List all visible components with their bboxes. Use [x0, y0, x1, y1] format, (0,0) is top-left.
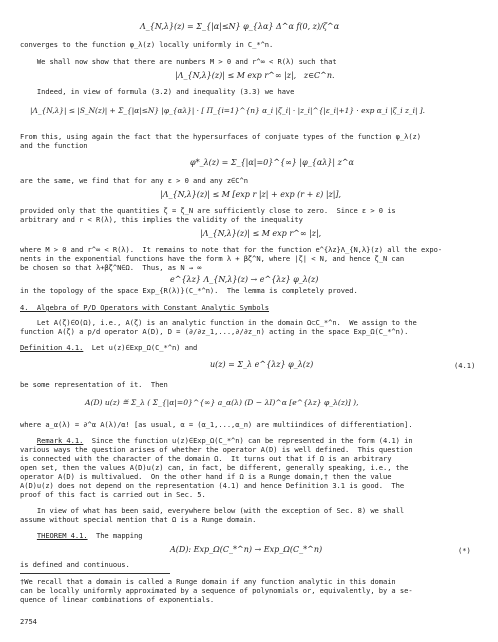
- text-line: is defined and continuous.: [20, 560, 130, 569]
- text-line: Indeed, in view of formula (3.2) and inequality (3.3) we have: [20, 87, 295, 96]
- text-line: be chosen so that λ+β̃ζ^N∈Ω. Thus, as N → ∞: [20, 263, 202, 272]
- equation-representation: u(z) = Σ_λ e^{λz} φ_λ(z): [210, 360, 314, 369]
- footnote-line: †We recall that a domain is called a Runge domain if any function analytic in this domain: [20, 577, 396, 586]
- remark-text: Since the function u(z)∈Exp_Ω(C_*^n) can be represented in the form (4.1) in: [83, 436, 413, 445]
- text-line: various ways the question arises of whether the operator A(D) is well defined. This question: [20, 445, 413, 454]
- equation-operator-definition: A(D) u(z) ≝ Σ_λ ( Σ_{|α|=0}^{∞} a_α(λ) (D − λI)^α [e^{λz} φ_λ(z)] ),: [85, 398, 359, 407]
- text-line: and the function: [20, 141, 88, 150]
- theorem-text: The mapping: [87, 531, 143, 540]
- text-line: in the topology of the space Exp_{R(λ)}(C_*^n). The lemma is completely proved.: [20, 286, 358, 295]
- text-line: open set, then the values A(D)u(z) can, in fact, be different, generally speaking, i.e., the: [20, 463, 409, 472]
- text-line: are the same, we find that for any ε > 0 and any z∈C^n: [20, 176, 248, 185]
- definition-label: Definition 4.1.: [20, 343, 84, 352]
- equation-bound: |Λ_{N,λ}(z)| ≤ M exp r^∞ |z|, z∈C^n.: [175, 71, 335, 80]
- text-line: is connected with the character of the domain Ω. It turns out that if Ω is an arbitrary: [20, 454, 392, 463]
- definition-text: Let u(z)∈Exp_Ω(C_*^n) and: [83, 343, 198, 352]
- equation-estimate: |Λ_{N,λ}| ≤ |S_N(z)| + Σ_{|α|≤N} |φ_{αλ}| · [ Π_{i=1}^{n} α_i |ζ_i| · |z_i|^{|ε_i|+1} · exp α_i |ζ_i z_i| ].: [30, 106, 426, 115]
- section-title: 4. Algebra of P/D Operators with Constant Analytic Symbols: [20, 303, 270, 312]
- text-line: converges to the function φ_λ(z) locally uniformly in C_*^n.: [20, 40, 274, 49]
- equation-bound-final: |Λ_{N,λ}(z)| ≤ M exp r^∞ |z|,: [200, 229, 322, 238]
- remark-line: [20, 436, 413, 445]
- equation-mapping: A(D): Exp_Ω(C_*^n) → Exp_Ω(C_*^n): [170, 545, 323, 554]
- text-line: A(D)u(z) does not depend on the representation (4.1) and hence Definition 3.1 is good. The: [20, 481, 405, 490]
- text-line: function A(ζ) a p/d operator A(D), D = (∂/∂z_1,...,∂/∂z_n) acting in the space Exp_Ω(C_*^n).: [20, 327, 409, 336]
- equation-number: (4.1): [454, 361, 476, 370]
- equation-limit: e^{λz} Λ_{N,λ}(z) → e^{λz} φ_λ(z): [170, 275, 319, 284]
- footnote-line: can be locally uniformly approximated by a sequence of polynomials or, equivalently, by a se-: [20, 586, 413, 595]
- text-line: where M > 0 and r^∞ < R(λ). It remains to note that for the function e^{λz}Λ_{N,λ}(z) all the expo-: [20, 245, 443, 254]
- equation-lambda-n: Λ_{N,λ}(z) = Σ_{|α|≤N} φ_{λα} Δ^α f(0, z)/ζ^α: [140, 22, 340, 31]
- equation-number: (*): [458, 546, 471, 555]
- text-line: proof of this fact is carried out in Sec. 5.: [20, 490, 206, 499]
- footnote-line: quence of linear combinations of exponentials.: [20, 595, 215, 604]
- text-line: operator A(D) is multivalued. On the other hand if Ω is a Runge domain,† then the value: [20, 472, 392, 481]
- text-line: where a_α(λ) = ∂^α A(λ)/α! [as usual, α = (α_1,...,α_n) are multiindices of differentiation].: [20, 420, 413, 429]
- remark-label: Remark 4.1.: [36, 436, 84, 445]
- text-line: arbitrary and r < R(λ), this implies the validity of the inequality: [20, 215, 303, 224]
- equation-bound-eps: |Λ_{N,λ}(z)| ≤ M [exp r |z| + exp (r + ε) |z|],: [160, 190, 342, 199]
- text-line: provided only that the quantities ζ = ζ_N are sufficiently close to zero. Since ε > 0 is: [20, 206, 396, 215]
- text-line: assume without special mention that Ω is a Runge domain.: [20, 515, 257, 524]
- page-number: 2754: [20, 617, 37, 626]
- text-line: Let A(ζ)∈O(Ω), i.e., A(ζ) is an analytic function in the domain Ω⊂C_*^n. We assign to the: [20, 318, 417, 327]
- equation-phi-star: φ*_λ(z) = Σ_{|α|=0}^{∞} |φ_{αλ}| z^α: [190, 158, 354, 167]
- definition-line: [20, 343, 197, 352]
- text-line: nents in the exponential functions have the form λ + β̃ζ^N, where |ζ| < N, and hence ζ_N can: [20, 254, 405, 263]
- text-line: We shall now show that there are numbers M > 0 and r^∞ < R(λ) such that: [20, 57, 337, 66]
- text-line: In view of what has been said, everywhere below (with the exception of Sec. 8) we shall: [20, 506, 405, 515]
- text-line: From this, using again the fact that the hypersurfaces of conjuate types of the function φ_λ(z): [20, 132, 421, 141]
- theorem-line: [20, 531, 142, 540]
- footnote-rule: [20, 573, 170, 574]
- theorem-label: THEOREM 4.1.: [36, 531, 88, 540]
- text-line: be some representation of it. Then: [20, 380, 168, 389]
